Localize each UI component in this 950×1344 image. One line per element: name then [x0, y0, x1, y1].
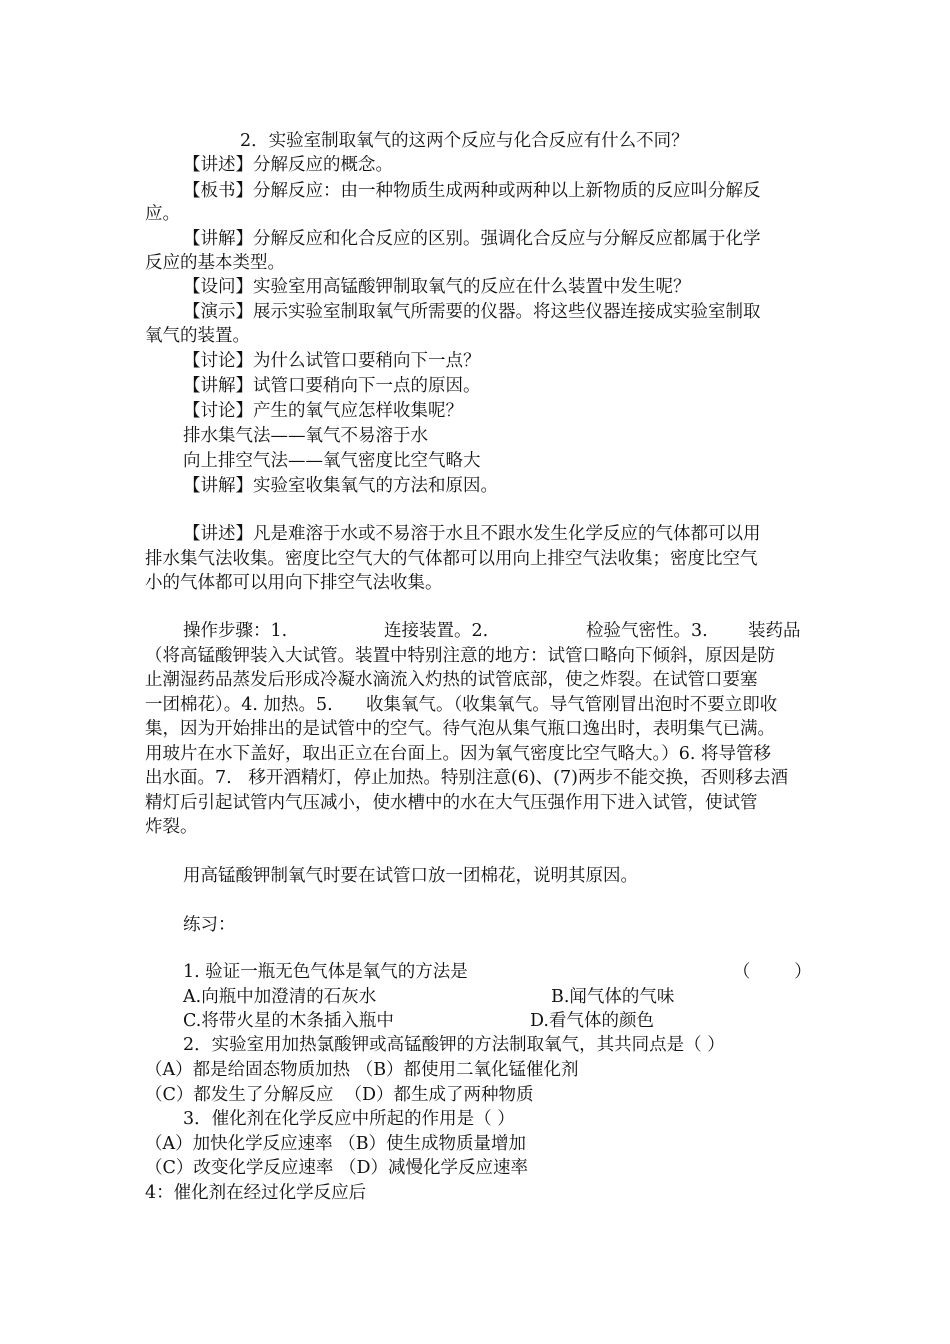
text-line: 【演示】展示实验室制取氧气所需要的仪器。将这些仪器连接成实验室制取	[183, 302, 761, 322]
text-line: 小的气体都可以用向下排空气法收集。	[145, 573, 443, 593]
step-2-label: 连接装置。2.	[384, 621, 489, 641]
answer-blank: （ ）	[733, 962, 812, 982]
options-ab: （A）加快化学反应速率 （B）使生成物质量增加	[145, 1134, 527, 1154]
text-line: 止潮湿药品蒸发后形成冷凝水滴流入灼热的试管底部，使之炸裂。在试管口要塞	[145, 670, 758, 690]
text-line: 用玻片在水下盖好，取出正立在台面上。因为氧气密度比空气略大。）6. 将导管移	[145, 744, 772, 764]
options-cd: （C）改变化学反应速率 （D）减慢化学反应速率	[145, 1158, 528, 1178]
text-line: 应。	[145, 204, 180, 224]
text-line: 【讲解】试管口要稍向下一点的原因。	[183, 376, 481, 396]
question-3: 3．催化剂在化学反应中所起的作用是（ ）	[183, 1109, 515, 1129]
question-1: 1. 验证一瓶无色气体是氧气的方法是	[183, 962, 468, 982]
question-2-heading: 2．实验室制取氧气的这两个反应与化合反应有什么不同？	[240, 131, 689, 151]
text-line: 反应的基本类型。	[145, 253, 285, 273]
text-line: 【讨论】产生的氧气应怎样收集呢？	[183, 401, 463, 421]
text-line: 【设问】实验室用高锰酸钾制取氧气的反应在什么装置中发生呢？	[183, 277, 691, 297]
text-line: 【板书】分解反应：由一种物质生成两种或两种以上新物质的反应叫分解反	[183, 181, 761, 201]
text-line: 氧气的装置。	[145, 326, 250, 346]
step-3-text: 装药品	[748, 621, 801, 641]
text-line: 【讨论】为什么试管口要稍向下一点？	[183, 351, 481, 371]
step-3-label: 检验气密性。3.	[586, 621, 708, 641]
text-line: 集，因为开始排出的是试管中的空气。待气泡从集气瓶口逸出时，表明集气已满。	[145, 719, 775, 739]
text-line: 出水面。7. 移开酒精灯，停止加热。特别注意(6)、(7)两步不能交换，否则移去酒	[145, 768, 788, 788]
options-cd: （C）都发生了分解反应 （D）都生成了两种物质	[145, 1085, 534, 1105]
text-line: 精灯后引起试管内气压减小，使水槽中的水在大气压强作用下进入试管，使试管	[145, 793, 758, 813]
option-b: B.闻气体的气味	[551, 987, 675, 1007]
text-line: 一团棉花）。4. 加热。5.	[145, 695, 333, 715]
text-line: 【讲述】凡是难溶于水或不易溶于水且不跟水发生化学反应的气体都可以用	[183, 524, 761, 544]
options-ab: （A）都是给固态物质加热 （B）都使用二氧化锰催化剂	[145, 1060, 579, 1080]
text-line: 排水集气法收集。密度比空气大的气体都可以用向上排空气法收集；密度比空气	[145, 549, 758, 569]
text-line: （将高锰酸钾装入大试管。装置中特别注意的地方：试管口略向下倾斜，原因是防	[145, 646, 775, 666]
text-line: 排水集气法——氧气不易溶于水	[183, 426, 428, 446]
exercise-heading: 练习：	[183, 915, 236, 935]
question-4: 4：催化剂在经过化学反应后	[145, 1183, 367, 1203]
text-line: 收集氧气。（收集氧气。导气管刚冒出泡时不要立即收	[366, 695, 778, 715]
option-d: D.看气体的颜色	[530, 1011, 654, 1031]
step-1-label: 操作步骤：1.	[183, 621, 288, 641]
text-line: 【讲解】分解反应和化合反应的区别。强调化合反应与分解反应都属于化学	[183, 229, 761, 249]
text-line: 炸裂。	[145, 817, 198, 837]
question-2: 2．实验室用加热氯酸钾或高锰酸钾的方法制取氧气，其共同点是（ ）	[183, 1035, 725, 1055]
text-line: 向上排空气法——氧气密度比空气略大	[183, 451, 481, 471]
text-line: 【讲解】实验室收集氧气的方法和原因。	[183, 476, 498, 496]
option-c: C.将带火星的木条插入瓶中	[183, 1011, 394, 1031]
text-line: 【讲述】分解反应的概念。	[183, 155, 393, 175]
option-a: A.向瓶中加澄清的石灰水	[183, 987, 377, 1007]
text-line: 用高锰酸钾制氧气时要在试管口放一团棉花，说明其原因。	[183, 866, 638, 886]
